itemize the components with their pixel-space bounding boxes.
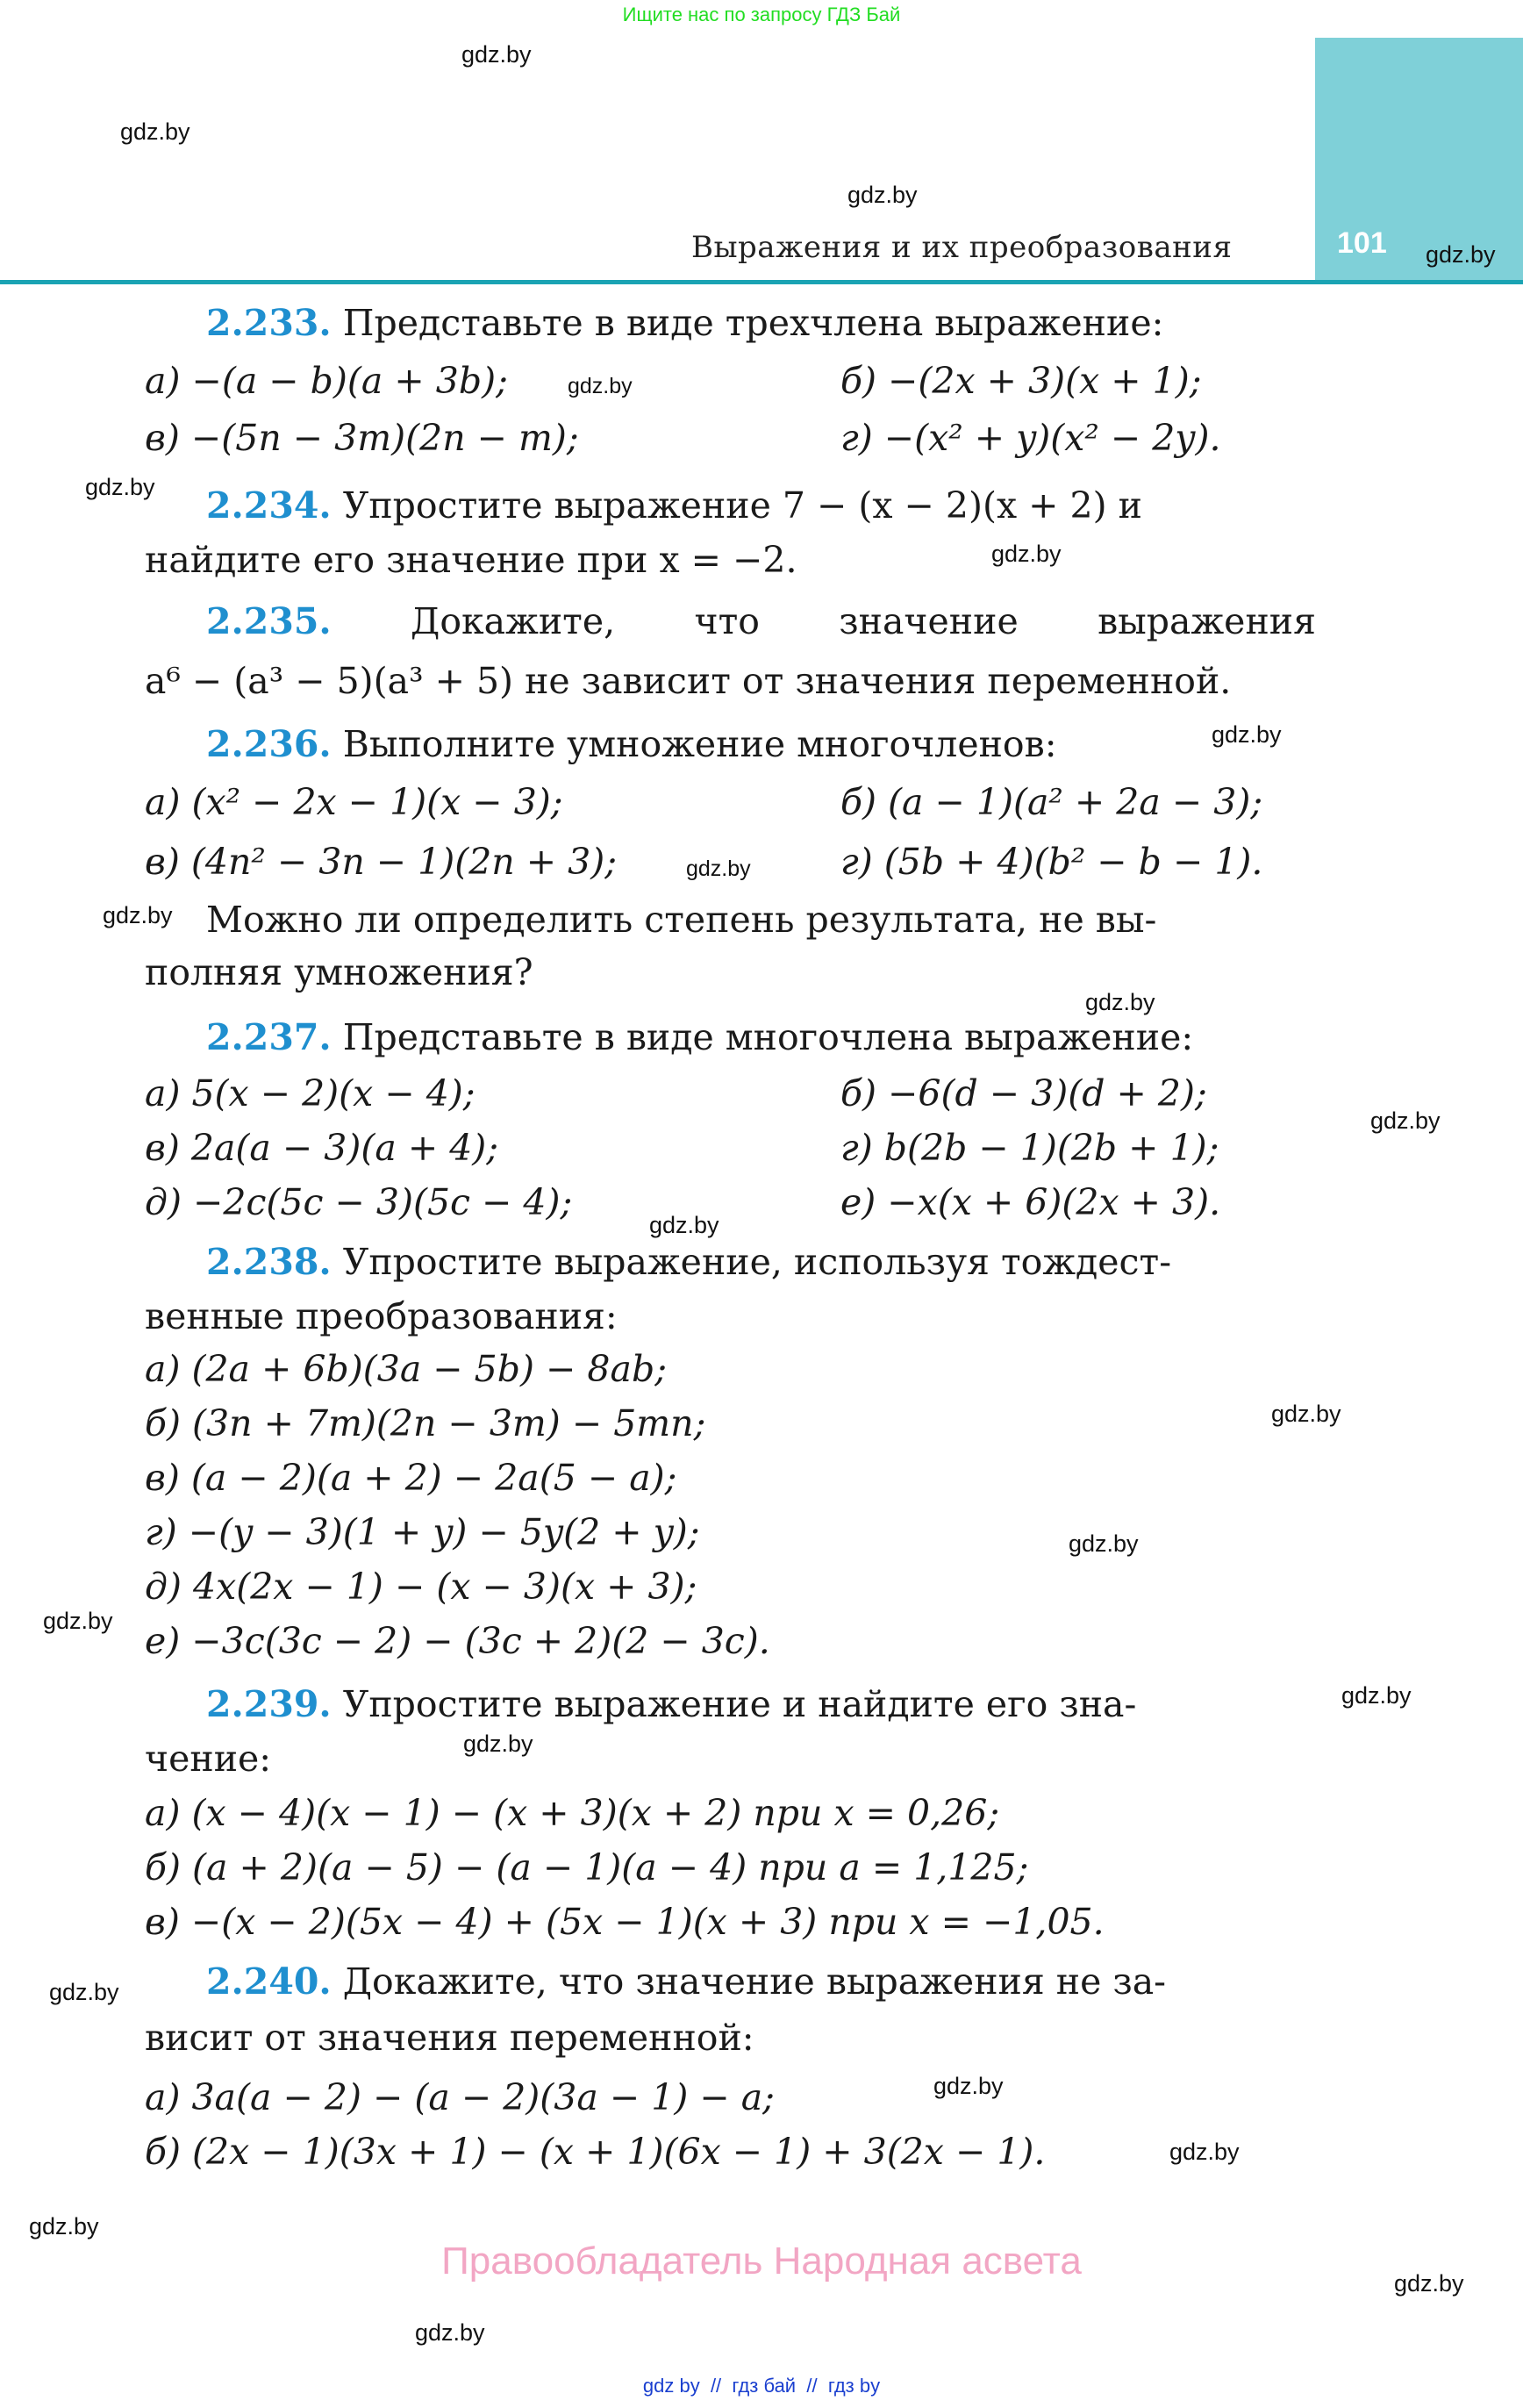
item-v: в) (4n² − 3n − 1)(2n + 3); (145, 841, 618, 883)
problem-text-continued: висит от значения переменной: (145, 2017, 754, 2059)
watermark: gdz.by (463, 1731, 533, 1757)
problem-text: Упростите выражение 7 − (x − 2)(x + 2) и (342, 484, 1142, 527)
watermark: gdz.by (1069, 1530, 1139, 1557)
problem-2-238 (206, 1241, 1172, 1283)
problem-text: Упростите выражение и найдите его зна- (342, 1683, 1137, 1725)
watermark: gdz.by (1212, 721, 1282, 748)
problem-2-234 (206, 484, 1142, 527)
item-e: е) −x(x + 6)(2x + 3). (840, 1181, 1221, 1223)
problem-text-continued: чение: (145, 1738, 272, 1780)
watermark: gdz.by (103, 902, 173, 928)
watermark: gdz.by (847, 182, 918, 208)
watermark: gdz.by (568, 374, 633, 398)
header-rule (0, 280, 1523, 284)
footer-separator: // (806, 2375, 818, 2397)
question-text-continued: полняя умножения? (145, 951, 533, 993)
item-b: б) (2x − 1)(3x + 1) − (x + 1)(6x − 1) + 3(2x − 1). (145, 2131, 1046, 2173)
item-b: б) (a − 1)(a² + 2a − 3); (840, 781, 1263, 823)
watermark: gdz.by (1169, 2139, 1240, 2165)
watermark: gdz.by (1271, 1401, 1341, 1427)
watermark: gdz.by (649, 1212, 719, 1238)
question-text: Можно ли определить степень результата, не вы- (206, 899, 1157, 941)
problem-text-continued: найдите его значение при x = −2. (145, 539, 797, 581)
watermark: gdz.by (29, 2213, 99, 2240)
watermark: gdz.by (43, 1608, 113, 1634)
item-a: а) 3a(a − 2) − (a − 2)(3a − 1) − a; (145, 2076, 776, 2118)
problem-2-240 (206, 1960, 1167, 2003)
item-a: а) 5(x − 2)(x − 4); (145, 1072, 475, 1114)
item-v: в) −(5n − 3m)(2n − m); (145, 417, 579, 459)
page-number: 101 (1337, 226, 1387, 260)
item-a: а) (x − 4)(x − 1) − (x + 3)(x + 2) при x = 0,26; (145, 1792, 1000, 1834)
item-a: а) (x² − 2x − 1)(x − 3); (145, 781, 563, 823)
item-a: а) −(a − b)(a + 3b); (145, 360, 508, 402)
problem-number: 2.236. (206, 723, 332, 765)
footer-links (0, 2375, 1523, 2397)
problem-number: 2.234. (206, 484, 332, 527)
problem-number: 2.233. (206, 302, 332, 344)
item-v: в) −(x − 2)(5x − 4) + (5x − 1)(x + 3) при x = −1,05. (145, 1901, 1105, 1943)
item-e: е) −3c(3c − 2) − (3c + 2)(2 − 3c). (145, 1620, 770, 1662)
watermark: gdz.by (120, 118, 190, 145)
search-banner[interactable]: Ищите нас по запросу ГДЗ Бай (622, 4, 901, 25)
word: выражения (1098, 600, 1316, 642)
problem-2-237 (206, 1016, 1194, 1058)
item-b: б) −6(d − 3)(d + 2); (840, 1072, 1207, 1114)
problem-2-236 (206, 723, 1057, 765)
watermark: gdz.by (1370, 1107, 1441, 1134)
watermark: gdz.by (1341, 1682, 1412, 1709)
copyright-notice: Правообладатель Народная асвета (441, 2240, 1082, 2283)
item-a: а) (2a + 6b)(3a − 5b) − 8ab; (145, 1348, 668, 1390)
watermark: gdz.by (49, 1979, 119, 2005)
problem-number: 2.237. (206, 1016, 332, 1058)
problem-text-continued: венные преобразования: (145, 1295, 618, 1337)
watermark: gdz.by (1085, 989, 1155, 1015)
watermark: gdz.by (686, 856, 751, 881)
problem-text: Докажите, что значение выражения не за- (342, 1960, 1167, 2003)
problem-number: 2.238. (206, 1241, 332, 1283)
watermark: gdz.by (1394, 2270, 1464, 2297)
item-d: д) 4x(2x − 1) − (x − 3)(x + 3); (145, 1566, 697, 1608)
item-d: д) −2c(5c − 3)(5c − 4); (145, 1181, 573, 1223)
item-b: б) (a + 2)(a − 5) − (a − 1)(a − 4) при a = 1,125; (145, 1846, 1029, 1888)
problem-text: Упростите выражение, используя тождест- (342, 1241, 1172, 1283)
footer-link-gdz-by[interactable]: gdz by (642, 2375, 700, 2397)
watermark: gdz.by (933, 2073, 1004, 2099)
watermark: gdz.by (1426, 241, 1496, 268)
problem-text: Представьте в виде трехчлена выражение: (342, 302, 1164, 344)
problem-number: 2.240. (206, 1960, 332, 2003)
footer-link-gdz-bai[interactable]: гдз бай (732, 2375, 797, 2397)
footer-link-gdz-by-cyr[interactable]: гдз by (827, 2375, 881, 2397)
problem-2-239 (206, 1683, 1137, 1725)
problem-text: Выполните умножение многочленов: (342, 723, 1057, 765)
item-g: г) −(y − 3)(1 + y) − 5y(2 + y); (145, 1511, 700, 1553)
word: значение (839, 600, 1019, 642)
item-b: б) −(2x + 3)(x + 1); (840, 360, 1202, 402)
item-v: в) 2a(a − 3)(a + 4); (145, 1127, 499, 1169)
footer-separator: // (710, 2375, 722, 2397)
item-b: б) (3n + 7m)(2n − 3m) − 5mn; (145, 1402, 706, 1444)
item-g: г) b(2b − 1)(2b + 1); (840, 1127, 1219, 1169)
item-v: в) (a − 2)(a + 2) − 2a(5 − a); (145, 1457, 677, 1499)
word: что (694, 600, 760, 642)
word: Докажите, (411, 600, 616, 642)
watermark: gdz.by (991, 541, 1062, 567)
problem-number: 2.235. (206, 600, 332, 642)
problem-text: Представьте в виде многочлена выражение: (342, 1016, 1194, 1058)
watermark: gdz.by (415, 2319, 485, 2346)
item-g: г) −(x² + y)(x² − 2y). (840, 417, 1221, 459)
problem-number: 2.239. (206, 1683, 332, 1725)
watermark: gdz.by (461, 41, 532, 68)
watermark: gdz.by (85, 474, 155, 500)
running-title: Выражения и их преобразования (691, 230, 1233, 265)
problem-text-continued: a⁶ − (a³ − 5)(a³ + 5) не зависит от значения переменной. (145, 660, 1232, 702)
item-g: г) (5b + 4)(b² − b − 1). (840, 841, 1263, 883)
problem-2-235 (206, 600, 1316, 642)
problem-2-233 (206, 302, 1164, 344)
